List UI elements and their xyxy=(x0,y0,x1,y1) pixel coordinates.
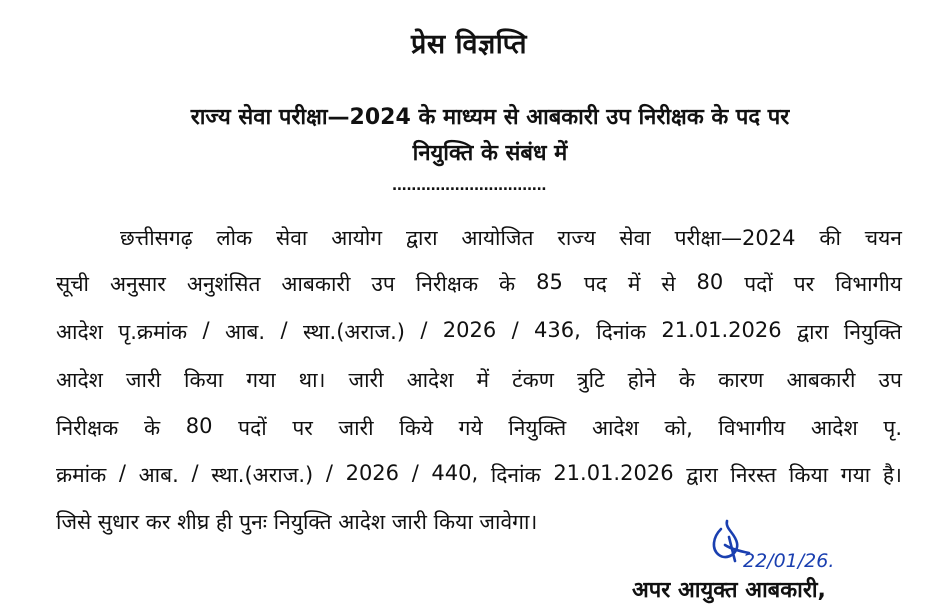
body-word: में xyxy=(476,368,490,392)
body-word: द्वारा xyxy=(405,226,438,250)
body-word: किया xyxy=(788,463,829,487)
body-line-6 xyxy=(56,461,902,489)
body-word: होने xyxy=(627,368,656,392)
body-word: स्था.(अराज.) xyxy=(302,320,405,344)
body-word: / xyxy=(325,461,333,485)
body-word: जारी xyxy=(338,416,374,440)
body-word: निरस्त xyxy=(730,463,777,487)
body-word: 80 xyxy=(696,270,724,294)
body-word: किया xyxy=(184,368,224,392)
body-word: आदेश xyxy=(591,416,639,440)
body-word: सेवा xyxy=(276,226,308,250)
body-word: स्था.(अराज.) xyxy=(211,463,314,487)
body-word: निरीक्षक xyxy=(415,272,479,296)
body-word: आयोजित xyxy=(461,226,534,250)
body-word: लोक xyxy=(216,226,253,250)
body-word: परीक्षा—2024 xyxy=(674,226,796,250)
body-word: से xyxy=(661,272,676,296)
body-word: / xyxy=(280,318,288,342)
document-title: प्रेस विज्ञप्ति xyxy=(410,29,528,60)
body-word: आब. xyxy=(224,320,266,344)
body-word: विभागीय xyxy=(835,272,902,296)
body-word: विभागीय xyxy=(718,416,786,440)
body-word: है। xyxy=(882,463,902,487)
subject-line-1: राज्य सेवा परीक्षा—2024 के माध्यम से आबकारी उप निरीक्षक के पद पर xyxy=(190,105,790,130)
body-word: 2026 xyxy=(442,318,497,342)
body-word: / xyxy=(511,318,519,342)
body-word: नियुक्ति xyxy=(843,320,902,344)
signature-date: 22/01/26. xyxy=(743,550,835,572)
body-word: आबकारी xyxy=(281,272,351,296)
body-word: आदेश xyxy=(56,320,103,344)
body-word: पृ.क्रमांक xyxy=(118,320,188,344)
body-word: पृ. xyxy=(883,416,902,440)
body-word: / xyxy=(118,461,126,485)
subject-line-2: नियुक्ति के संबंध में xyxy=(412,141,568,166)
body-word: पर xyxy=(292,416,313,440)
body-line-5 xyxy=(56,414,902,442)
signoff-designation: अपर आयुक्त आबकारी, xyxy=(632,578,826,603)
body-word: गया xyxy=(246,368,276,392)
body-word: गया xyxy=(840,463,871,487)
body-word: राज्य xyxy=(557,226,596,250)
body-word: पद xyxy=(583,272,607,296)
body-word: जारी xyxy=(125,368,161,392)
body-word: 85 xyxy=(536,270,563,294)
body-word: के xyxy=(143,416,161,440)
body-word: पर xyxy=(793,272,815,296)
body-word: आदेश xyxy=(810,416,858,440)
body-word: जारी xyxy=(348,368,384,392)
body-word: आदेश xyxy=(56,368,103,392)
body-word: / xyxy=(202,318,210,342)
body-word: त्रुटि xyxy=(577,368,605,392)
handwritten-signature xyxy=(705,515,855,577)
body-word: पदों xyxy=(238,416,267,440)
body-word: में xyxy=(627,272,641,296)
body-word: के xyxy=(678,368,696,392)
body-word: आदेश xyxy=(406,368,454,392)
body-line-7: जिसे सुधार कर शीघ्र ही पुनः नियुक्ति आदेश जारी किया जावेगा। xyxy=(56,510,538,534)
body-word: निरीक्षक xyxy=(56,416,119,440)
body-word: अनुशंसित xyxy=(186,272,261,296)
body-word: उप xyxy=(371,272,395,296)
body-word: / xyxy=(411,461,419,485)
body-word: दिनांक xyxy=(490,463,541,487)
body-word: 80 xyxy=(185,414,213,438)
body-word: 436, xyxy=(534,318,581,342)
body-word: उप xyxy=(878,368,902,392)
body-word: के xyxy=(499,272,516,296)
body-line-3 xyxy=(56,318,902,346)
body-line-1 xyxy=(120,224,902,252)
body-word: गये xyxy=(458,416,483,440)
body-word: 2026 xyxy=(345,461,400,485)
body-word: द्वारा xyxy=(797,320,829,344)
body-line-4 xyxy=(56,366,902,394)
body-word: छत्तीसगढ़ xyxy=(120,226,193,250)
body-word: अनुसार xyxy=(109,272,166,296)
body-word: / xyxy=(420,318,428,342)
body-word: नियुक्ति xyxy=(508,416,567,440)
body-word: किये xyxy=(399,416,433,440)
body-word: सूची xyxy=(56,272,89,296)
body-line-2 xyxy=(56,270,902,298)
body-word: सेवा xyxy=(619,226,651,250)
body-word: 440, xyxy=(431,461,479,485)
body-word: टंकण xyxy=(512,368,554,392)
body-word: 21.01.2026 xyxy=(553,461,674,485)
body-word: दिनांक xyxy=(596,320,646,344)
body-word: कारण xyxy=(718,368,764,392)
body-word: था। xyxy=(298,368,326,392)
body-word: चयन xyxy=(864,226,902,250)
body-word: आयोग xyxy=(331,226,383,250)
body-word: 21.01.2026 xyxy=(661,318,782,342)
subject-heading xyxy=(90,100,890,172)
body-word: क्रमांक xyxy=(56,463,107,487)
body-word: की xyxy=(819,226,841,250)
body-word: आब. xyxy=(138,463,179,487)
body-word: आबकारी xyxy=(786,368,856,392)
body-word: पदों xyxy=(744,272,773,296)
body-word: / xyxy=(191,461,199,485)
body-word: को, xyxy=(664,416,693,440)
body-word: द्वारा xyxy=(686,463,718,487)
separator-dots: ................................ xyxy=(391,178,547,194)
